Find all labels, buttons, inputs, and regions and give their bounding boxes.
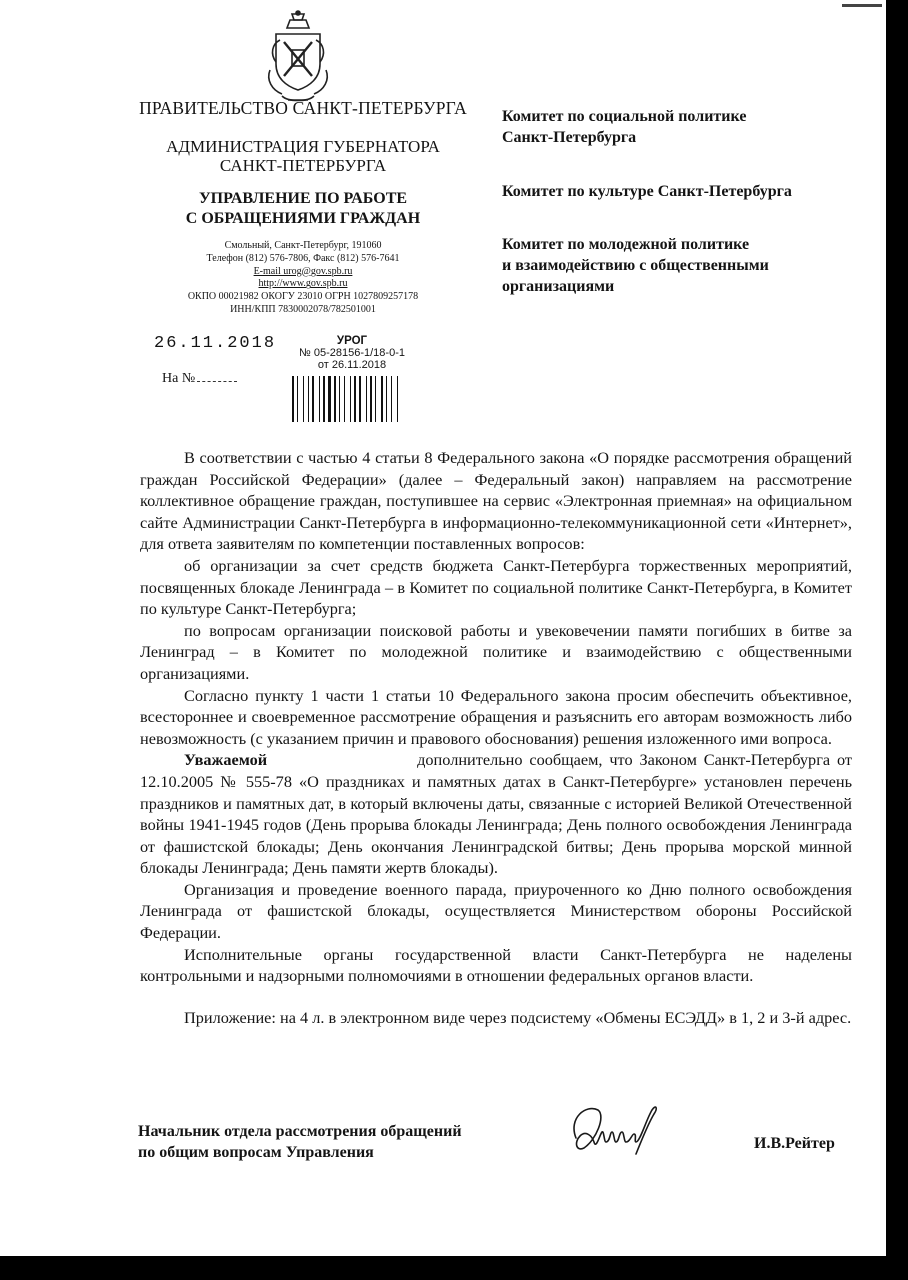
department-line-2: С ОБРАЩЕНИЯМИ ГРАЖДАН xyxy=(185,210,421,227)
handwritten-signature xyxy=(556,1098,696,1170)
barcode-bar xyxy=(391,376,392,422)
recipient-3 xyxy=(502,234,852,297)
barcode-bar xyxy=(308,376,309,422)
department-line-1: УПРАВЛЕНИЕ ПО РАБОТЕ xyxy=(198,190,408,207)
signatory-title-line-1: Начальник отдела рассмотрения обращений xyxy=(138,1123,462,1140)
registration-number: № 05-28156-1/18-0-1 xyxy=(299,347,405,359)
recipient-2 xyxy=(502,181,852,202)
barcode-bar xyxy=(366,376,367,422)
recipient-3-line-2: и взаимодействию с общественными xyxy=(502,257,769,274)
paragraph-2: об организации за счет средств бюджета Санкт-Петербурга торжественных мероприятий, посвященных блокаде Ленинграда – в Комитет по социальной политике Санкт-Петербурга, в Комитет по культуре Санкт-Петербурга; xyxy=(140,555,852,619)
recipient-1 xyxy=(502,106,852,148)
barcode-bar xyxy=(370,376,372,422)
recipient-1-line-2: Санкт-Петербурга xyxy=(502,129,637,146)
barcode-bar xyxy=(344,376,345,422)
scan-edge-mark xyxy=(842,4,882,7)
barcode-bar xyxy=(303,376,304,422)
contact-codes: ОКПО 00021982 ОКОГУ 23010 ОГРН 1027809257178 xyxy=(187,291,419,303)
signatory-title xyxy=(138,1121,462,1163)
registration-stamp xyxy=(282,335,422,371)
signatory-title-line-2: по общим вопросам Управления xyxy=(138,1144,374,1161)
barcode-bar xyxy=(323,376,325,422)
outgoing-date: 26.11.2018 xyxy=(154,334,277,353)
government-title: ПРАВИТЕЛЬСТВО САНКТ-ПЕТЕРБУРГА xyxy=(139,98,467,118)
paragraph-7: Исполнительные органы государственной власти Санкт-Петербурга не наделены контрольными и надзорными полномочиями в отношении федеральных органов власти. xyxy=(140,944,852,986)
barcode-bar xyxy=(339,376,340,422)
paragraph-1: В соответствии с частью 4 статьи 8 Федерального закона «О порядке рассмотрения обращений граждан Российской Федерации» (далее – Федеральный закон) направляем на рассмотрение коллективное обращение граждан, поступившее на сервис «Электронная приемная» на официальном сайте Администрации Санкт-Петербурга в информационно-телекоммуникационной сети «Интернет», для ответа заявителям по компетенции поставленных вопросов: xyxy=(140,448,852,554)
paragraph-3: по вопросам организации поисковой работы и увековечении памяти погибших в битве за Ленинград – в Комитет по молодежной политике и взаимодействию с общественными организациями. xyxy=(140,620,852,683)
barcode-bar xyxy=(350,376,351,422)
recipients-block xyxy=(502,106,852,297)
recipient-3-line-1: Комитет по молодежной политике xyxy=(502,236,750,253)
barcode-bar xyxy=(359,376,361,422)
administration-title xyxy=(112,137,494,175)
barcode-bar xyxy=(354,376,356,422)
paragraph-5-text: дополнительно сообщаем, что Законом Санкт-Петербурга от 12.10.2005 № 555-78 «О праздниках и памятных датах в Санкт-Петербурге» установлен перечень праздников и памятных дат, в который включены даты, связанные с историей Великой Отечественной войны 1941-1945 годов (День прорыва блокады Ленинграда; День полного освобождения Ленинграда от фашистской блокады; День окончания Ленинградской битвы; День прорыва морской минной блокады Ленинграда; День памяти жертв блокады). xyxy=(140,750,852,878)
scan-border-bottom xyxy=(0,1256,908,1280)
scan-border-right xyxy=(886,0,908,1280)
administration-line-1: АДМИНИСТРАЦИЯ ГУБЕРНАТОРА xyxy=(166,137,440,156)
letter-body xyxy=(140,447,852,1028)
barcode-bar xyxy=(386,376,387,422)
department-title xyxy=(112,189,494,229)
barcode-bar xyxy=(319,376,320,422)
recipient-2-line-1: Комитет по культуре Санкт-Петербурга xyxy=(502,183,792,200)
contact-email[interactable]: E-mail urog@gov.spb.ru xyxy=(253,265,353,277)
paragraph-6: Организация и проведение военного парада, приуроченного ко Дню полного освобождения Ленинграда от фашистской блокады, осуществляется Министерством обороны Российской Федерации. xyxy=(140,879,852,943)
barcode-bar xyxy=(292,376,294,422)
contact-inn: ИНН/КПП 7830002078/782501001 xyxy=(230,303,376,315)
barcode-bar xyxy=(397,376,398,422)
registration-code: УРОГ xyxy=(336,335,368,347)
contact-site-link[interactable]: http://www.gov.spb.ru xyxy=(258,278,348,290)
contact-block xyxy=(112,240,494,317)
barcode-icon xyxy=(290,376,418,422)
contact-phone: Телефон (812) 576-7806, Факс (812) 576-7641 xyxy=(206,252,400,264)
signatory-name: И.В.Рейтер xyxy=(754,1135,835,1152)
barcode-bar xyxy=(312,376,314,422)
recipient-3-line-3: организациями xyxy=(502,278,615,295)
administration-line-2: САНКТ-ПЕТЕРБУРГА xyxy=(219,156,387,175)
registration-date: от 26.11.2018 xyxy=(317,359,387,371)
salutation: Уважаемой xyxy=(184,750,268,770)
reference-blank xyxy=(197,371,237,382)
reference-label xyxy=(162,371,237,387)
barcode-bar xyxy=(375,376,376,422)
attachment-note: Приложение: на 4 л. в электронном виде через подсистему «Обмены ЕСЭДД» в 1, 2 и 3-й адрес. xyxy=(184,1007,852,1027)
barcode-bar xyxy=(381,376,383,422)
reference-label-text: На № xyxy=(162,371,196,386)
paragraph-5 xyxy=(140,749,852,879)
barcode-bar xyxy=(334,376,336,422)
contact-address: Смольный, Санкт-Петербург, 191060 xyxy=(224,240,382,251)
recipient-1-line-1: Комитет по социальной политике xyxy=(502,108,747,125)
coat-of-arms-icon xyxy=(262,10,334,106)
barcode-bar xyxy=(297,376,298,422)
barcode-bar xyxy=(328,376,331,422)
paragraph-4: Согласно пункту 1 части 1 статьи 10 Федерального закона просим обеспечить объективное, всестороннее и своевременное рассмотрение обращения и разъяснить его авторам возможность либо невозможность (с указанием причин и правового обоснования) решения изложенного ими вопроса. xyxy=(140,685,852,748)
